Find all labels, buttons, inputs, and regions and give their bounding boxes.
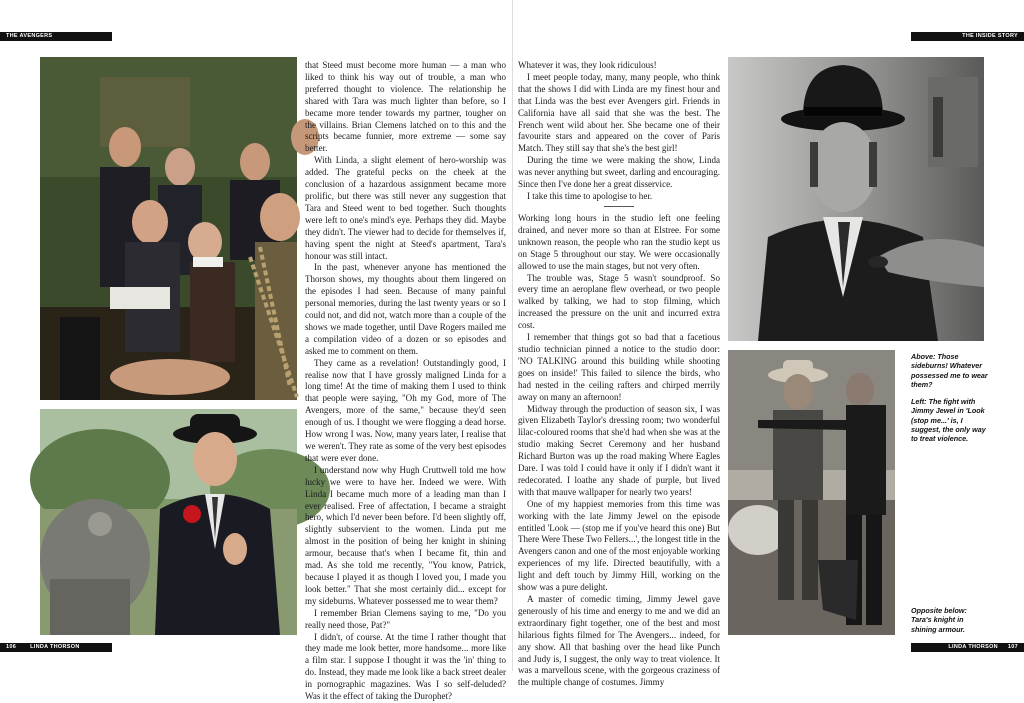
col1-paragraph: I remember Brian Clemens saying to me, "Do you really need those, Pat?" [305, 607, 506, 630]
col2-paragraph: I take this time to apologise to her. [527, 190, 653, 201]
left-footer-name: LINDA THORSON [30, 644, 80, 650]
left-footer-tab [0, 643, 112, 652]
left-header-label: THE AVENGERS [6, 33, 53, 39]
col2-paragraph: Midway through the production of season six, I was given Elizabeth Taylor's dressing room; two wonderful lilac-coloured rooms that she'd had when she was at the studio making Secret Ceremony and her husband Richard Burton was up the road making Where Eagles Dare. I was told I could have it only if I didn't want it redecorated. I loathe any shade of purple, but lived with that mauve wallpaper for nearly two years! [518, 403, 720, 497]
col1-paragraph: They came as a revelation! Outstandingly good, I realise now that I have grossly maligned Linda for a long time! At the time of making them I used to think that people were saying, "Oh my God, more of The Avengers, more of the same," because they'd seen enough of us. I thought we were flogging a dead horse. How wrong I was. Now, many years later, I realise that we weren't. They rate as some of the very best episodes that were ever done. [305, 357, 506, 463]
caption-opposite: Opposite below: Tara's knight in shining armour. [911, 606, 967, 634]
captions-block [911, 352, 989, 452]
col2-paragraph: Working long hours in the studio left one feeling drained, and never more so than at Elstree. For some unknown reason, the people who ran the studio kept us on Stage 5 throughout our stay. We were occasionally allowed to use the main stages, but not very often. [518, 213, 720, 271]
right-page-number: 107 [1007, 644, 1018, 650]
caption-above: Above: Those sideburns! Whatever possessed me to wear them? [911, 352, 988, 389]
col2-paragraph: I meet people today, many, many people, who think that the shows I did with Linda are my finest hour and that Linda was the best ever Avengers girl. Friends in California have all said that she was the best. The French went wild about her. She became one of their favourite stars and appeared on the cover of Paris Match. They still say that she's the best girl! [518, 71, 720, 154]
group-scene-photo [40, 57, 297, 400]
right-footer-tab [911, 643, 1024, 652]
col2-paragraph: I remember that things got so bad that a facetious studio technician pinned a notice to the studio door: 'NO TALKING around this building while shooting goes on inside!' This failed to silence the birds, who had nested in the ceiling rafters and chirped merrily away on many an afternoon! [518, 332, 720, 402]
col1-paragraph: With Linda, a slight element of hero-worship was added. The grateful pecks on the cheek at the conclusion of a hazardous assignment became more prolific, but there was still never any suggestion that Tara and Steed went to bed together. Such thoughts were left to one's mind's eye. Perhaps they did. Maybe they didn't. The viewer had to decide for themselves if, having spent the night at Steed's apartment, Tara's honour was still intact. [305, 155, 506, 261]
col2-paragraph: One of my happiest memories from this time was working with the late Jimmy Jewel on the episode entitled 'Look — (stop me if you've heard this one) But There Were These Two Fellers...', the longest title in the Avengers canon and one of the most enjoyable working experiences of my life. Directed beautifully, with a light and deft touch by Jimmy Hill, working on the show was a pure delight. [518, 498, 721, 593]
col1-paragraph: I didn't, of course. At the time I rather thought that they made me look better, more handsome... more like a film star. I suppose I thought it was the 'in' thing to do. Instead, they made me look like a back street dealer in pornographic magazines. Was I so self-deluded? Was it the effect of taking the Durophet? [305, 631, 506, 702]
left-header-tab [0, 32, 112, 41]
right-header-label: THE INSIDE STORY [962, 33, 1018, 39]
column-two-top [518, 60, 720, 202]
steed-portrait-photo [728, 57, 984, 341]
spine-gutter [512, 0, 513, 671]
knight-armour-photo [40, 409, 297, 635]
caption-opposite-block [911, 606, 989, 642]
section-divider [604, 206, 634, 207]
left-page-number: 106 [6, 644, 17, 650]
caption-left: Left: The fight with Jimmy Jewel in 'Look (stop me...' is, I suggest, the only way to treat violence. [911, 397, 986, 444]
right-header-tab [911, 32, 1024, 41]
col2-paragraph: Whatever it was, they look ridiculous! [518, 60, 657, 70]
column-one [305, 60, 506, 702]
col1-paragraph: In the past, whenever anyone has mentioned the Thorson shows, my thoughts about them lingered on the episodes I had seen. Because of many painful personal memories, during the last twenty years or so I could not, and did not, watch more than a couple of the shows we made together, until Dave Rogers mailed me a compilation video of a dozen or so episodes and asked me to comment on them. [305, 262, 506, 356]
col1-paragraph: I understand now why Hugh Cruttwell told me how lucky we were to have her. Indeed we were. With Linda I became much more of a leading man than I ever realised. Free of affectation, I became a straight hero, which I'd never been before. I'd been slightly off, slightly subservient to the women. Linda put me almost in the position of being her knight in shining armour, because that's when I became fit, thin and mad. As she told me recently, "You know, Patrick, because I played it as though I loved you, I made you look better." That she most certainly did... except for my sideburns. Whatever possessed me to wear them? [305, 464, 506, 606]
col2-paragraph: The trouble was, Stage 5 wasn't soundproof. So every time an aeroplane flew overhead, or two people walked by talking, we had to stop filming, which increased the pressure on the unit and incurred extra cost. [518, 272, 720, 331]
right-footer-name: LINDA THORSON [948, 644, 998, 650]
col1-paragraph: that Steed must become more human — a man who liked to think his way out of trouble, a man who preferred thought to violence. The relationship he shared with Tara was much lighter than before, so I became more tender towards my partner, tougher on the villains. Brian Clemens latched on to this and the scripts became funnier, more extreme — some say better. [305, 60, 506, 154]
col2-paragraph: During the time we were making the show, Linda was never anything but sweet, darling and encouraging. Since then I've done her a great disservice. [518, 155, 720, 190]
col2-paragraph: A master of comedic timing, Jimmy Jewel gave generously of his time and energy to me and we did an extraordinary fight together, one of the best and most hilarious fights filmed for The Avengers... indeed, for any show. All that bashing over the head like Punch and Judy is, I suggest, the only way to treat violence. It was a marvellous scene, with the gorgeous craziness of the multiple change of costumes. Jimmy [518, 594, 720, 688]
fight-scene-photo [728, 350, 895, 635]
column-two-bottom [518, 213, 721, 688]
